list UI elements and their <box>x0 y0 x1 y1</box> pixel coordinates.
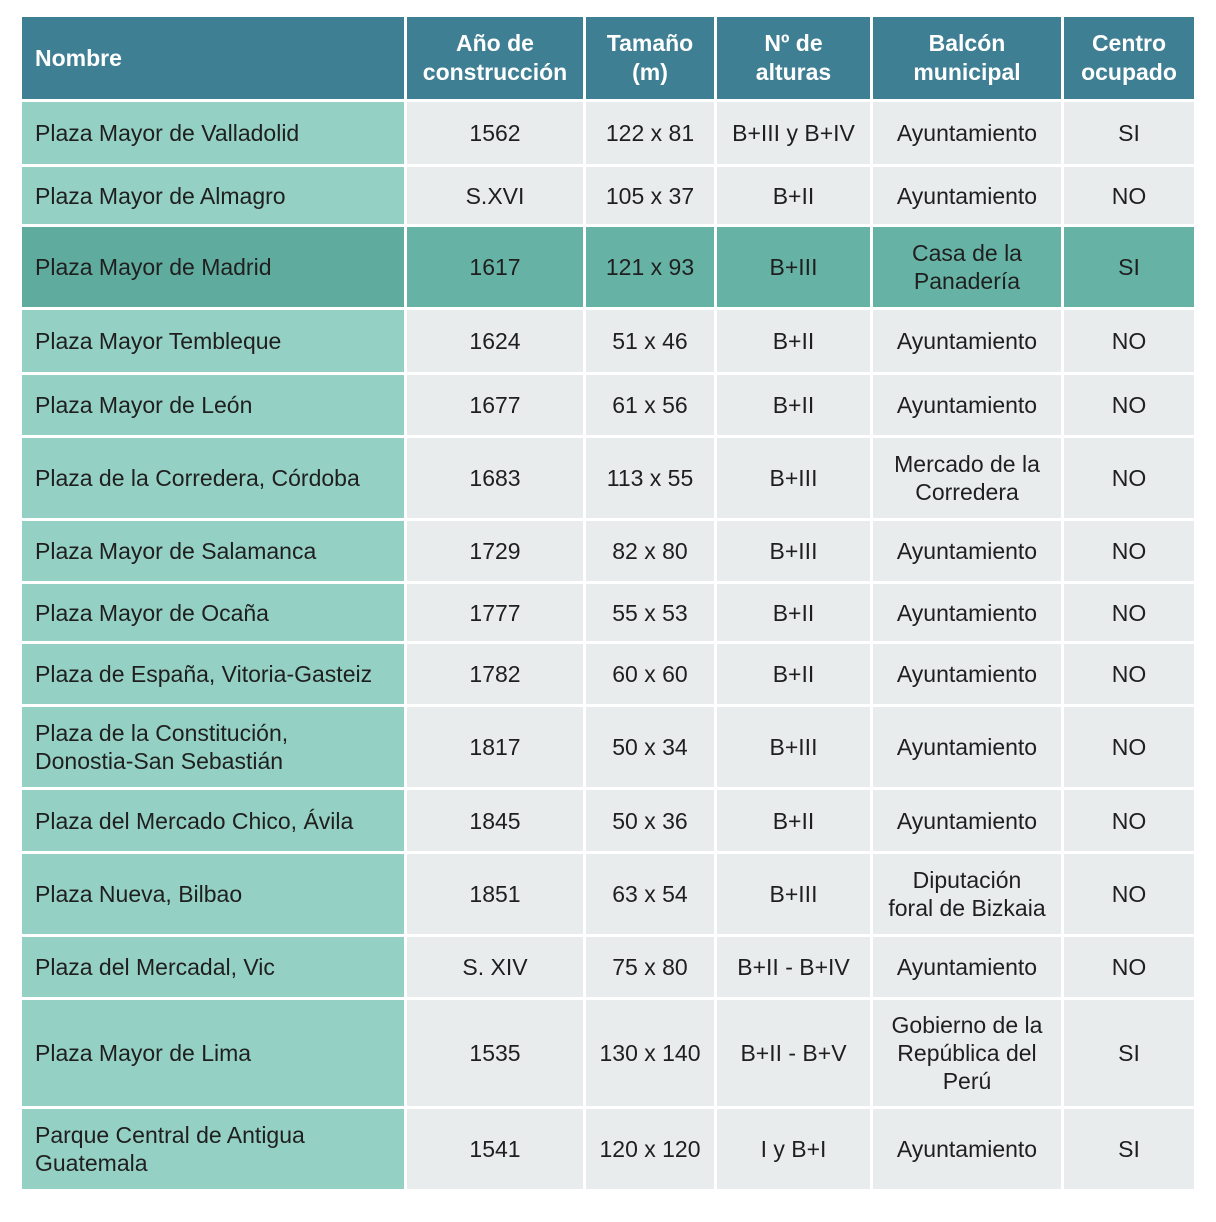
cell-balcony: Ayuntamiento <box>873 1109 1061 1189</box>
cell-name: Plaza Mayor de Lima <box>22 1000 404 1106</box>
table-row <box>22 438 1194 518</box>
cell-year: 1782 <box>407 644 583 704</box>
cell-year: 1683 <box>407 438 583 518</box>
table-row <box>22 1109 1194 1189</box>
cell-center: NO <box>1064 375 1194 435</box>
cell-year: 1729 <box>407 521 583 581</box>
cell-center: NO <box>1064 584 1194 641</box>
header-name: Nombre <box>22 17 404 99</box>
cell-balcony: Ayuntamiento <box>873 707 1061 787</box>
cell-balcony: Ayuntamiento <box>873 584 1061 641</box>
cell-year: 1541 <box>407 1109 583 1189</box>
cell-balcony: Mercado de la Corredera <box>873 438 1061 518</box>
cell-center: NO <box>1064 854 1194 934</box>
table-row <box>22 375 1194 435</box>
cell-year: 1845 <box>407 790 583 851</box>
table-header <box>22 17 1194 99</box>
cell-year: 1851 <box>407 854 583 934</box>
cell-floors: B+III <box>717 707 870 787</box>
cell-name: Plaza Mayor de Ocaña <box>22 584 404 641</box>
cell-center: SI <box>1064 102 1194 164</box>
cell-balcony: Ayuntamiento <box>873 167 1061 224</box>
cell-size: 50 x 36 <box>586 790 714 851</box>
cell-floors: B+II <box>717 167 870 224</box>
header-year: Año de construcción <box>407 17 583 99</box>
cell-name: Plaza de la Constitución, Donostia-San Sebastián <box>22 707 404 787</box>
cell-center: NO <box>1064 790 1194 851</box>
cell-size: 50 x 34 <box>586 707 714 787</box>
cell-floors: B+III <box>717 521 870 581</box>
cell-size: 63 x 54 <box>586 854 714 934</box>
table-row <box>22 937 1194 997</box>
header-center: Centro ocupado <box>1064 17 1194 99</box>
cell-name: Parque Central de Antigua Guatemala <box>22 1109 404 1189</box>
cell-year: 1535 <box>407 1000 583 1106</box>
cell-center: SI <box>1064 227 1194 307</box>
cell-center: NO <box>1064 521 1194 581</box>
table-row <box>22 310 1194 372</box>
cell-name: Plaza Mayor de Salamanca <box>22 521 404 581</box>
cell-balcony: Diputación foral de Bizkaia <box>873 854 1061 934</box>
cell-center: NO <box>1064 167 1194 224</box>
cell-center: NO <box>1064 937 1194 997</box>
cell-balcony: Ayuntamiento <box>873 644 1061 704</box>
cell-size: 113 x 55 <box>586 438 714 518</box>
cell-size: 105 x 37 <box>586 167 714 224</box>
cell-floors: B+II <box>717 375 870 435</box>
table-row <box>22 707 1194 787</box>
cell-size: 51 x 46 <box>586 310 714 372</box>
cell-name: Plaza del Mercadal, Vic <box>22 937 404 997</box>
cell-year: 1777 <box>407 584 583 641</box>
cell-floors: I y B+I <box>717 1109 870 1189</box>
cell-size: 120 x 120 <box>586 1109 714 1189</box>
cell-name: Plaza Nueva, Bilbao <box>22 854 404 934</box>
cell-name: Plaza de la Corredera, Córdoba <box>22 438 404 518</box>
cell-floors: B+II <box>717 644 870 704</box>
cell-floors: B+II - B+IV <box>717 937 870 997</box>
header-balcony: Balcón municipal <box>873 17 1061 99</box>
table-row <box>22 584 1194 641</box>
cell-name: Plaza Mayor de Madrid <box>22 227 404 307</box>
cell-size: 130 x 140 <box>586 1000 714 1106</box>
cell-name: Plaza Mayor de Valladolid <box>22 102 404 164</box>
cell-balcony: Ayuntamiento <box>873 937 1061 997</box>
cell-size: 61 x 56 <box>586 375 714 435</box>
cell-year: S. XIV <box>407 937 583 997</box>
table-row <box>22 644 1194 704</box>
cell-floors: B+III y B+IV <box>717 102 870 164</box>
cell-size: 121 x 93 <box>586 227 714 307</box>
plazas-table <box>19 14 1197 1192</box>
cell-balcony: Ayuntamiento <box>873 790 1061 851</box>
cell-year: 1562 <box>407 102 583 164</box>
cell-balcony: Ayuntamiento <box>873 310 1061 372</box>
cell-floors: B+II <box>717 790 870 851</box>
cell-year: S.XVI <box>407 167 583 224</box>
cell-floors: B+III <box>717 227 870 307</box>
table-row <box>22 521 1194 581</box>
cell-center: NO <box>1064 644 1194 704</box>
table-row <box>22 102 1194 164</box>
cell-floors: B+III <box>717 854 870 934</box>
table-body <box>22 102 1194 1189</box>
header-size: Tamaño (m) <box>586 17 714 99</box>
cell-balcony: Ayuntamiento <box>873 102 1061 164</box>
cell-name: Plaza Mayor de Almagro <box>22 167 404 224</box>
cell-balcony: Ayuntamiento <box>873 521 1061 581</box>
cell-balcony: Gobierno de la República del Perú <box>873 1000 1061 1106</box>
cell-center: SI <box>1064 1109 1194 1189</box>
table-row <box>22 1000 1194 1106</box>
header-floors: Nº de alturas <box>717 17 870 99</box>
cell-size: 122 x 81 <box>586 102 714 164</box>
cell-name: Plaza Mayor Tembleque <box>22 310 404 372</box>
cell-size: 55 x 53 <box>586 584 714 641</box>
table-row <box>22 854 1194 934</box>
cell-center: NO <box>1064 438 1194 518</box>
cell-name: Plaza del Mercado Chico, Ávila <box>22 790 404 851</box>
cell-year: 1817 <box>407 707 583 787</box>
cell-balcony: Casa de la Panadería <box>873 227 1061 307</box>
header-row <box>22 17 1194 99</box>
cell-balcony: Ayuntamiento <box>873 375 1061 435</box>
cell-center: NO <box>1064 310 1194 372</box>
cell-name: Plaza Mayor de León <box>22 375 404 435</box>
cell-year: 1677 <box>407 375 583 435</box>
table-row <box>22 167 1194 224</box>
cell-size: 82 x 80 <box>586 521 714 581</box>
table-row <box>22 790 1194 851</box>
cell-floors: B+II <box>717 310 870 372</box>
cell-name: Plaza de España, Vitoria-Gasteiz <box>22 644 404 704</box>
cell-size: 75 x 80 <box>586 937 714 997</box>
cell-year: 1624 <box>407 310 583 372</box>
cell-floors: B+III <box>717 438 870 518</box>
table-row-highlighted <box>22 227 1194 307</box>
cell-year: 1617 <box>407 227 583 307</box>
cell-floors: B+II <box>717 584 870 641</box>
cell-floors: B+II - B+V <box>717 1000 870 1106</box>
cell-center: SI <box>1064 1000 1194 1106</box>
cell-center: NO <box>1064 707 1194 787</box>
cell-size: 60 x 60 <box>586 644 714 704</box>
